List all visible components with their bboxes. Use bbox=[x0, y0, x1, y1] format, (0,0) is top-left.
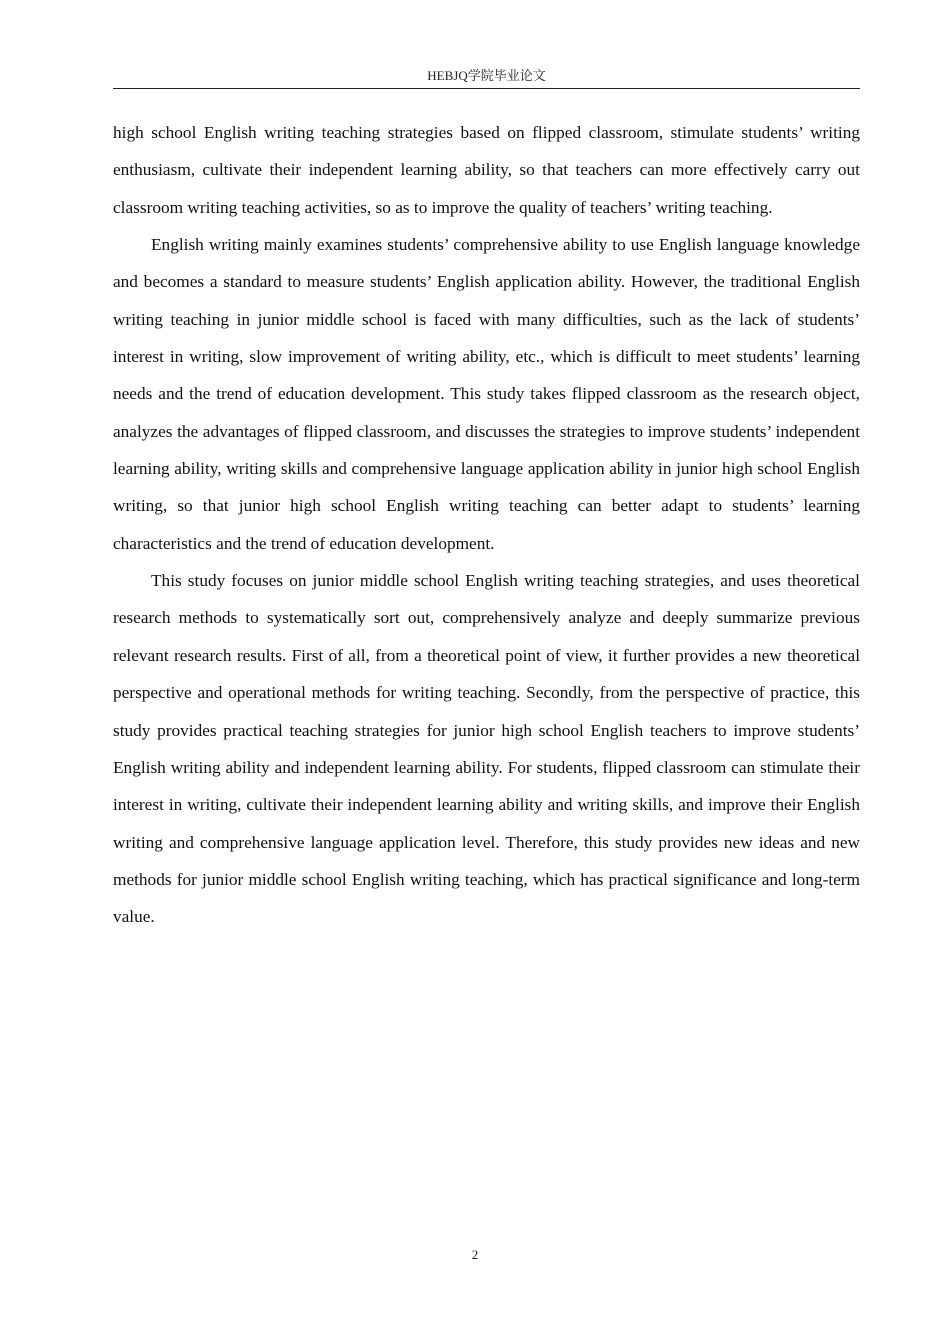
page-number: 2 bbox=[471, 1247, 479, 1262]
paragraph-significance: This study focuses on junior middle school English writing teaching strategies, and uses theoretical research methods to systematically sort out, comprehensively analyze and deeply summarize previous relevant research results. First of all, from a theoretical point of view, it further provides a new theoretical perspective and operational methods for writing teaching. Secondly, from the perspective of practice, this study provides practical teaching strategies for junior high school English teachers to improve students’ English writing ability and independent learning ability. For students, flipped classroom can stimulate their interest in writing, cultivate their independent learning ability and writing skills, and improve their English writing and comprehensive language application level. Therefore, this study provides new ideas and new methods for junior middle school English writing teaching, which has practical significance and long-term value. bbox=[113, 571, 860, 927]
paragraph-continuation: high school English writing teaching strategies based on flipped classroom, stimulate students’ writing enthusiasm, cultivate their independent learning ability, so that teachers can more effectively carry out classroom writing teaching activities, so as to improve the quality of teachers’ writing teaching. bbox=[113, 123, 860, 217]
body-text bbox=[113, 114, 860, 936]
paragraph-background: English writing mainly examines students’ comprehensive ability to use English language knowledge and becomes a standard to measure students’ English application ability. However, the traditional English writing teaching in junior middle school is faced with many difficulties, such as the lack of students’ interest in writing, slow improvement of writing ability, etc., which is difficult to meet students’ learning needs and the trend of education development. This study takes flipped classroom as the research object, analyzes the advantages of flipped classroom, and discusses the strategies to improve students’ independent learning ability, writing skills and comprehensive language application ability in junior high school English writing, so that junior high school English writing teaching can better adapt to students’ learning characteristics and the trend of education development. bbox=[113, 235, 860, 553]
running-header: HEBJQ学院毕业论文 bbox=[113, 66, 860, 89]
